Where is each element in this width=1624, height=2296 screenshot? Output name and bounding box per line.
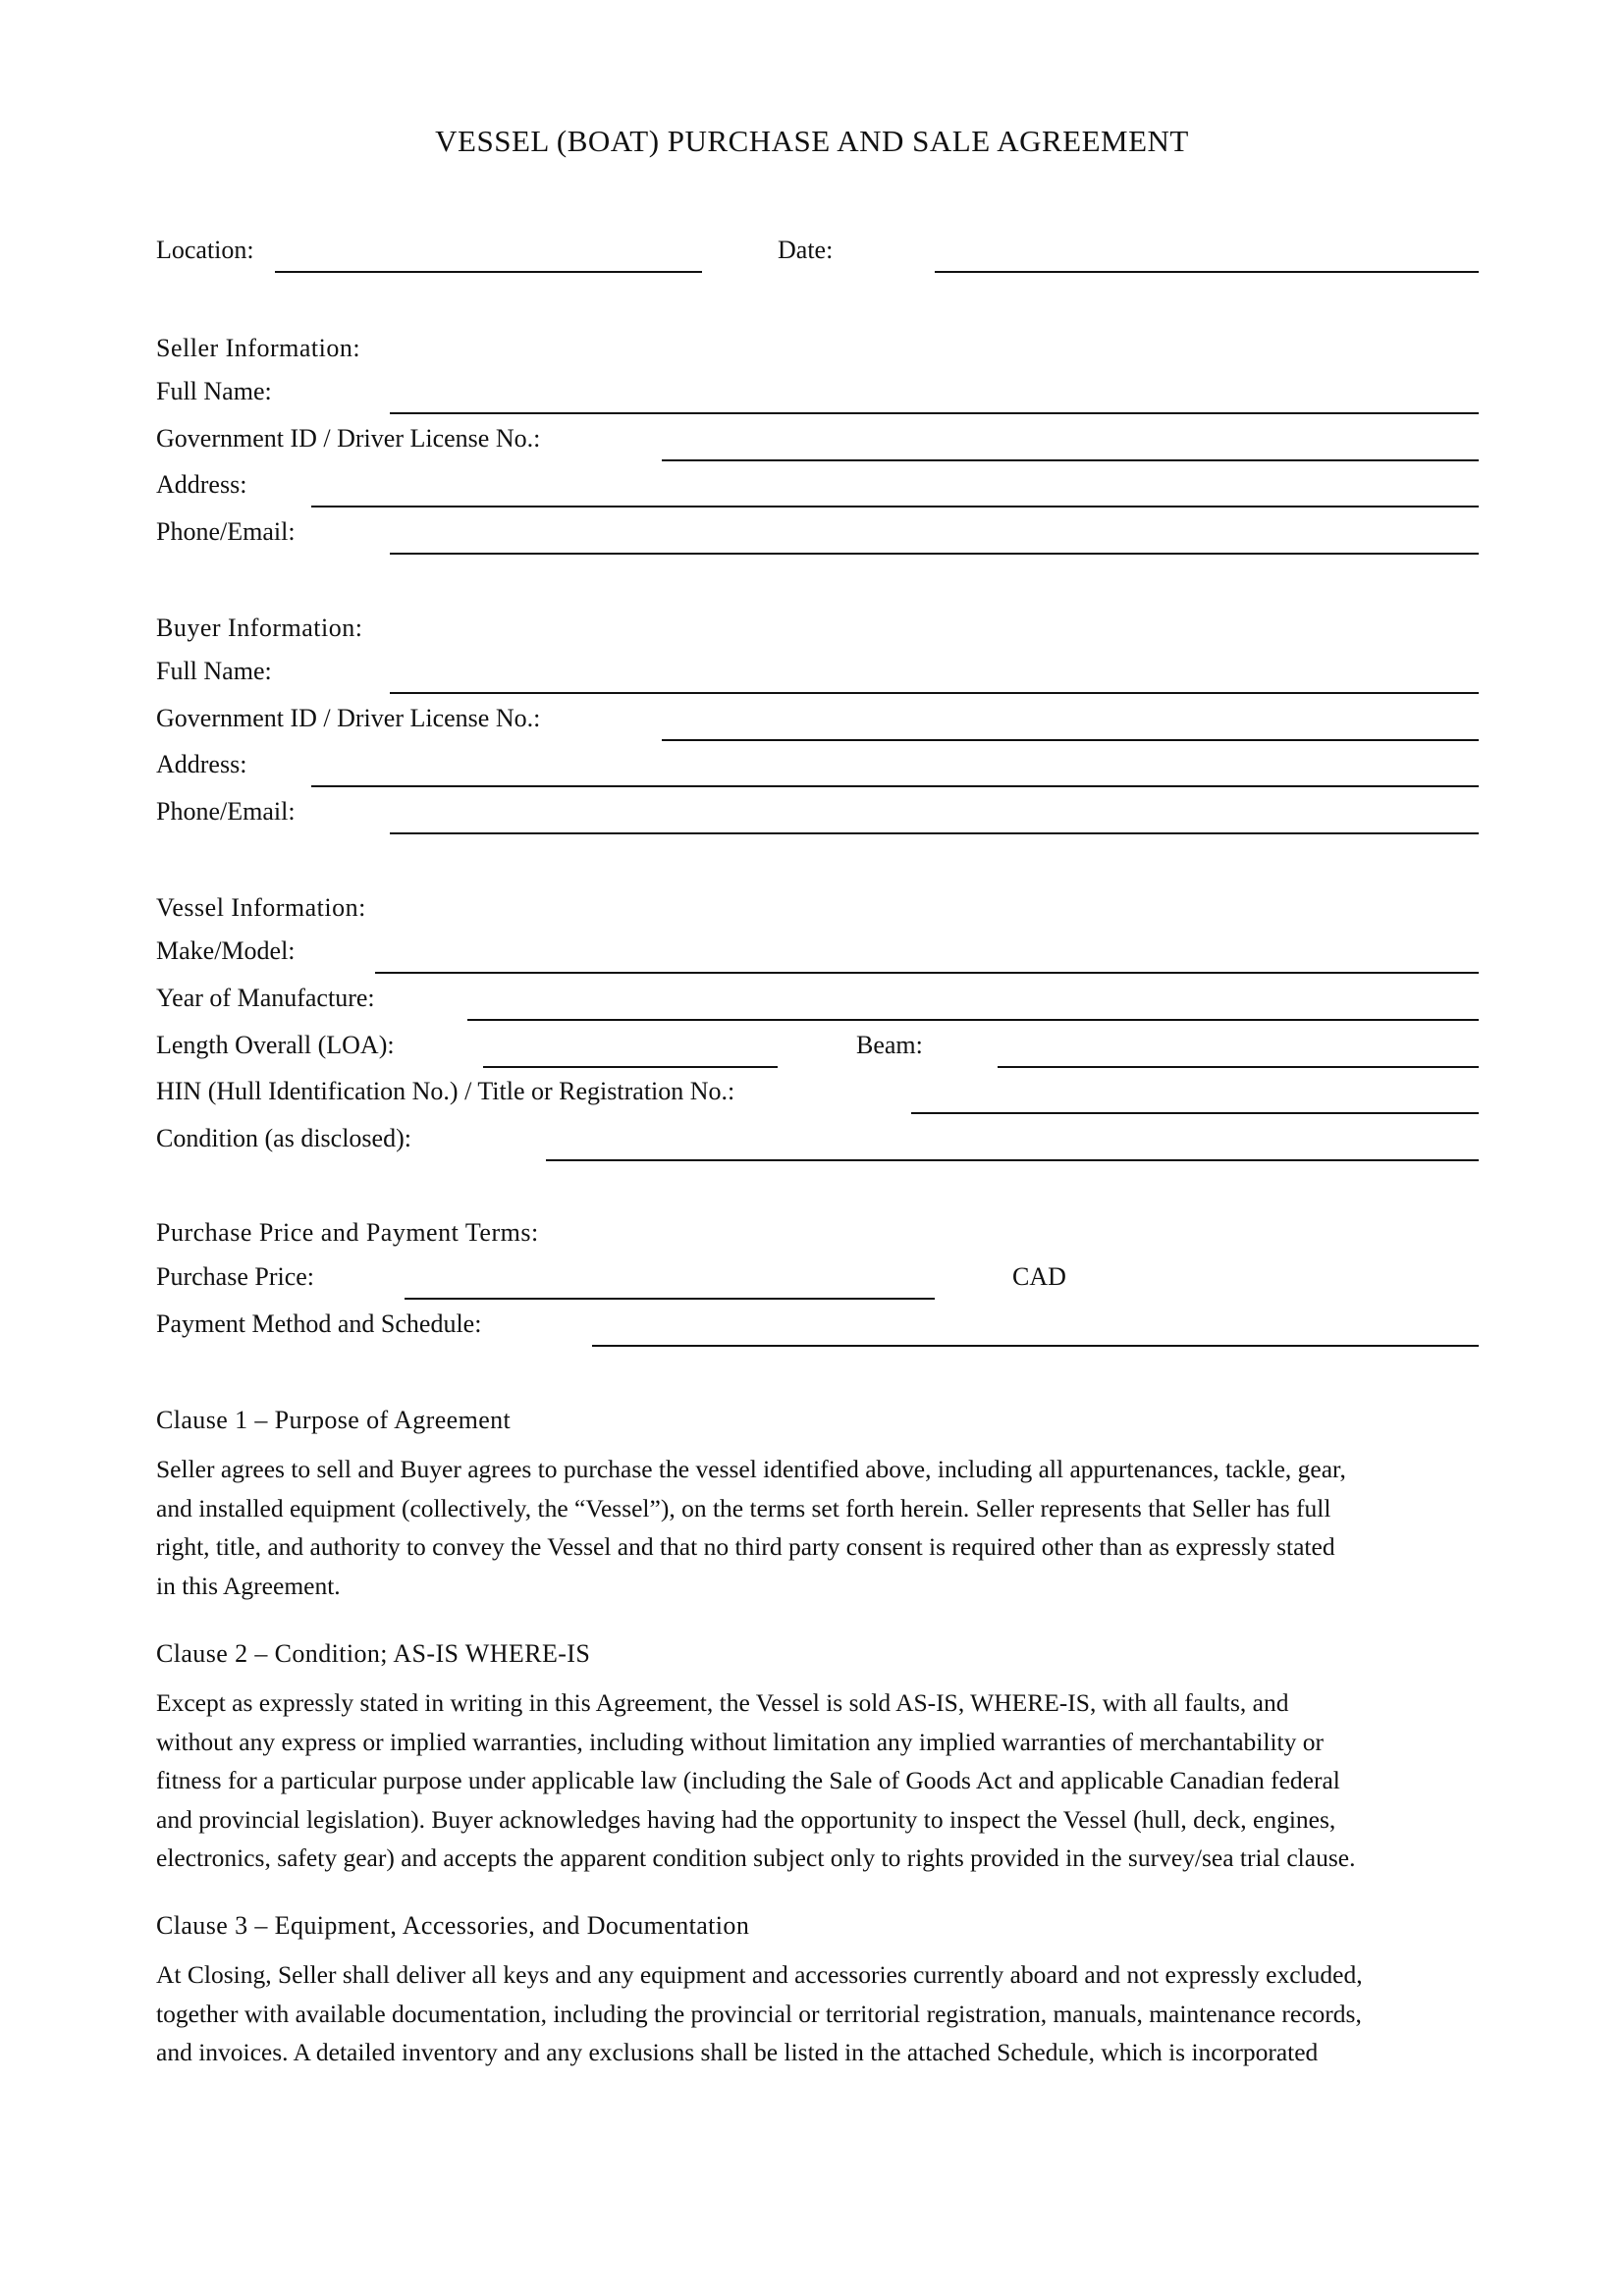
- clause-line: and invoices. A detailed inventory and any exclusions shall be listed in the attached Schedule, which is incorporated: [156, 2038, 1319, 2066]
- seller-full-name-row: [156, 367, 1480, 414]
- buyer-gov-id-row: [156, 694, 1480, 741]
- seller-phone-email-field[interactable]: [390, 553, 1479, 555]
- buyer-heading: Buyer Information:: [156, 614, 363, 642]
- clause-line: and installed equipment (collectively, the “Vessel”), on the terms set forth herein. Seller represents that Seller has full: [156, 1493, 1331, 1522]
- clause-line: At Closing, Seller shall deliver all keys and any equipment and accessories currently aboard and not expressly excluded,: [156, 1960, 1363, 1989]
- clause-line: Except as expressly stated in writing in this Agreement, the Vessel is sold AS-IS, WHERE-IS, with all faults, and: [156, 1688, 1289, 1717]
- vessel-loa-label: Length Overall (LOA):: [156, 1031, 395, 1059]
- vessel-make-model-label: Make/Model:: [156, 936, 296, 965]
- payment-method-row: [156, 1300, 1480, 1347]
- clause-line: right, title, and authority to convey the Vessel and that no third party consent is required other than as expressly stated: [156, 1532, 1335, 1561]
- seller-heading: Seller Information:: [156, 334, 361, 362]
- vessel-condition-row: [156, 1114, 1480, 1161]
- date-label: Date:: [778, 236, 834, 264]
- buyer-full-name-row: [156, 647, 1480, 694]
- location-field[interactable]: [275, 271, 702, 273]
- clause-2-body: [156, 1683, 1482, 1878]
- clause-line: in this Agreement.: [156, 1571, 341, 1600]
- clause-line: and provincial legislation). Buyer acknowledges having had the opportunity to inspect the Vessel (hull, deck, engines,: [156, 1804, 1336, 1834]
- buyer-address-label: Address:: [156, 750, 247, 778]
- buyer-gov-id-label: Government ID / Driver License No.:: [156, 704, 541, 732]
- buyer-address-row: [156, 740, 1480, 787]
- vessel-loa-beam-row: [156, 1021, 1480, 1068]
- purchase-price-row: [156, 1253, 1480, 1300]
- vessel-heading: Vessel Information:: [156, 893, 366, 922]
- buyer-phone-email-field[interactable]: [390, 832, 1479, 834]
- vessel-year-row: [156, 974, 1480, 1021]
- vessel-make-model-row: [156, 927, 1480, 974]
- seller-gov-id-label: Government ID / Driver License No.:: [156, 424, 541, 453]
- clause-3-title: Clause 3 – Equipment, Accessories, and Documentation: [156, 1911, 750, 1940]
- clause-1-title: Clause 1 – Purpose of Agreement: [156, 1406, 512, 1434]
- seller-phone-email-row: [156, 507, 1480, 555]
- clause-line: together with available documentation, including the provincial or territorial registration, manuals, maintenance records,: [156, 1999, 1362, 2028]
- purchase-price-label: Purchase Price:: [156, 1262, 315, 1291]
- seller-full-name-label: Full Name:: [156, 377, 272, 405]
- clause-3-body: [156, 1955, 1482, 2072]
- buyer-full-name-label: Full Name:: [156, 657, 272, 685]
- vessel-beam-label: Beam:: [856, 1031, 923, 1059]
- seller-gov-id-row: [156, 414, 1480, 461]
- vessel-hin-row: [156, 1067, 1480, 1114]
- vessel-hin-label: HIN (Hull Identification No.) / Title or Registration No.:: [156, 1077, 735, 1105]
- date-field[interactable]: [935, 271, 1479, 273]
- document-title: VESSEL (BOAT) PURCHASE AND SALE AGREEMENT: [435, 124, 1189, 158]
- buyer-phone-email-row: [156, 787, 1480, 834]
- payment-method-label: Payment Method and Schedule:: [156, 1309, 482, 1338]
- clause-line: Seller agrees to sell and Buyer agrees to purchase the vessel identified above, including all appurtenances, tackle, gear,: [156, 1455, 1346, 1483]
- location-label: Location:: [156, 236, 254, 264]
- location-date-row: [156, 226, 1480, 273]
- vessel-condition-label: Condition (as disclosed):: [156, 1124, 411, 1152]
- clause-line: fitness for a particular purpose under applicable law (including the Sale of Goods Act and applicable Canadian federal: [156, 1766, 1340, 1794]
- clause-1-body: [156, 1450, 1482, 1605]
- seller-address-row: [156, 460, 1480, 507]
- clause-line: without any express or implied warranties, including without limitation any implied warranties of merchantability or: [156, 1727, 1325, 1756]
- seller-address-label: Address:: [156, 470, 247, 499]
- clause-2-title: Clause 2 – Condition; AS-IS WHERE-IS: [156, 1639, 591, 1668]
- price-heading: Purchase Price and Payment Terms:: [156, 1218, 539, 1247]
- vessel-year-label: Year of Manufacture:: [156, 984, 375, 1012]
- seller-phone-email-label: Phone/Email:: [156, 517, 296, 546]
- currency-label: CAD: [1012, 1262, 1066, 1291]
- vessel-condition-field[interactable]: [546, 1159, 1479, 1161]
- payment-method-field[interactable]: [592, 1345, 1479, 1347]
- buyer-phone-email-label: Phone/Email:: [156, 797, 296, 826]
- clause-line: electronics, safety gear) and accepts the apparent condition subject only to rights provided in the survey/sea trial clause.: [156, 1843, 1356, 1872]
